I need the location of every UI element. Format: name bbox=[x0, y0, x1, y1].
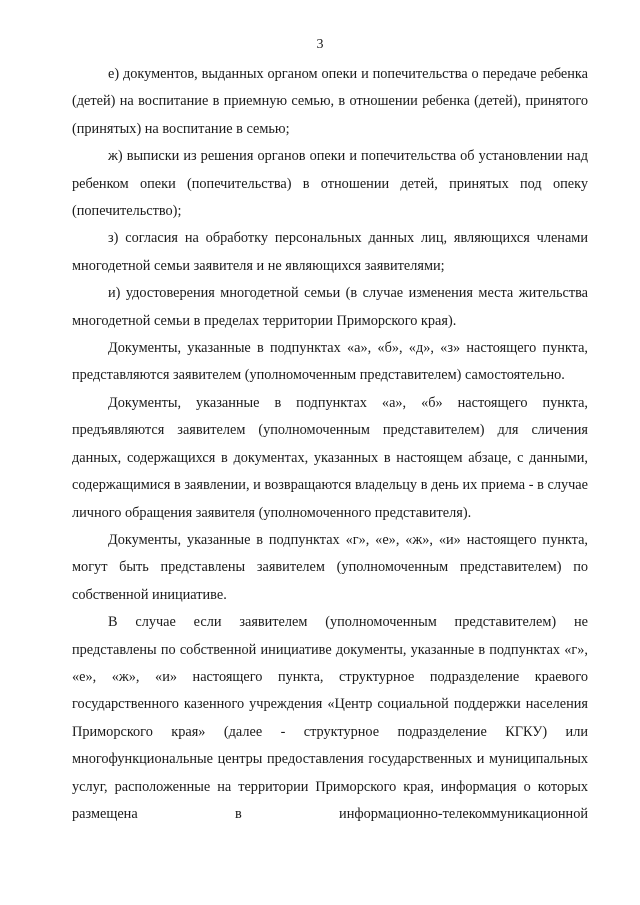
paragraph-documents-own-initiative: Документы, указанные в подпунктах «г», «е», «ж», «и» настоящего пункта, могут быть представлены заявителем (уполномоченным представителем) по собственной инициативе. bbox=[72, 531, 588, 603]
paragraph-item-z: з) согласия на обработку персональных данных лиц, являющихся членами многодетной семьи заявителя и не являющихся заявителями; bbox=[72, 230, 588, 274]
paragraph-documents-presented: Документы, указанные в подпунктах «а», «б» настоящего пункта, предъявляются заявителем (уполномоченным представителем) для сличения данных, содержащихся в документах, указанных в настоящем абзаце, с данными, содержащимися в заявлении, и возвращаются владельцу в день их приема - в случае личного обращения заявителя (уполномоченного представителя). bbox=[72, 394, 588, 521]
paragraph-item-zh: ж) выписки из решения органов опеки и попечительства об установлении над ребенком опеки (попечительства) в отношении детей, принятых под опеку (попечительство); bbox=[72, 148, 588, 220]
paragraph-if-not-submitted: В случае если заявителем (уполномоченным представителем) не представлены по собственной инициативе документы, указанные в подпунктах «г», «е», «ж», «и» настоящего пункта, структурное подразделение краевого государственного казенного учреждения «Центр социальной поддержки населения Приморского края» (далее - структурное подразделение КГКУ) или многофункциональные центры предоставления государственных и муниципальных услуг, расположенные на территории Приморского края, информация о которых размещена в информационно-телекоммуникационной bbox=[72, 614, 588, 822]
paragraph-item-i: и) удостоверения многодетной семьи (в случае изменения места жительства многодетной семьи в пределах территории Приморского края). bbox=[72, 285, 588, 329]
document-body bbox=[72, 61, 588, 828]
paragraph-documents-submitted: Документы, указанные в подпунктах «а», «б», «д», «з» настоящего пункта, представляются заявителем (уполномоченным представителем) самостоятельно. bbox=[72, 340, 588, 384]
page-number: 3 bbox=[316, 37, 324, 52]
paragraph-item-e: е) документов, выданных органом опеки и попечительства о передаче ребенка (детей) на воспитание в приемную семью, в отношении ребенка (детей), принятого (принятых) на воспитание в семью; bbox=[72, 66, 588, 137]
